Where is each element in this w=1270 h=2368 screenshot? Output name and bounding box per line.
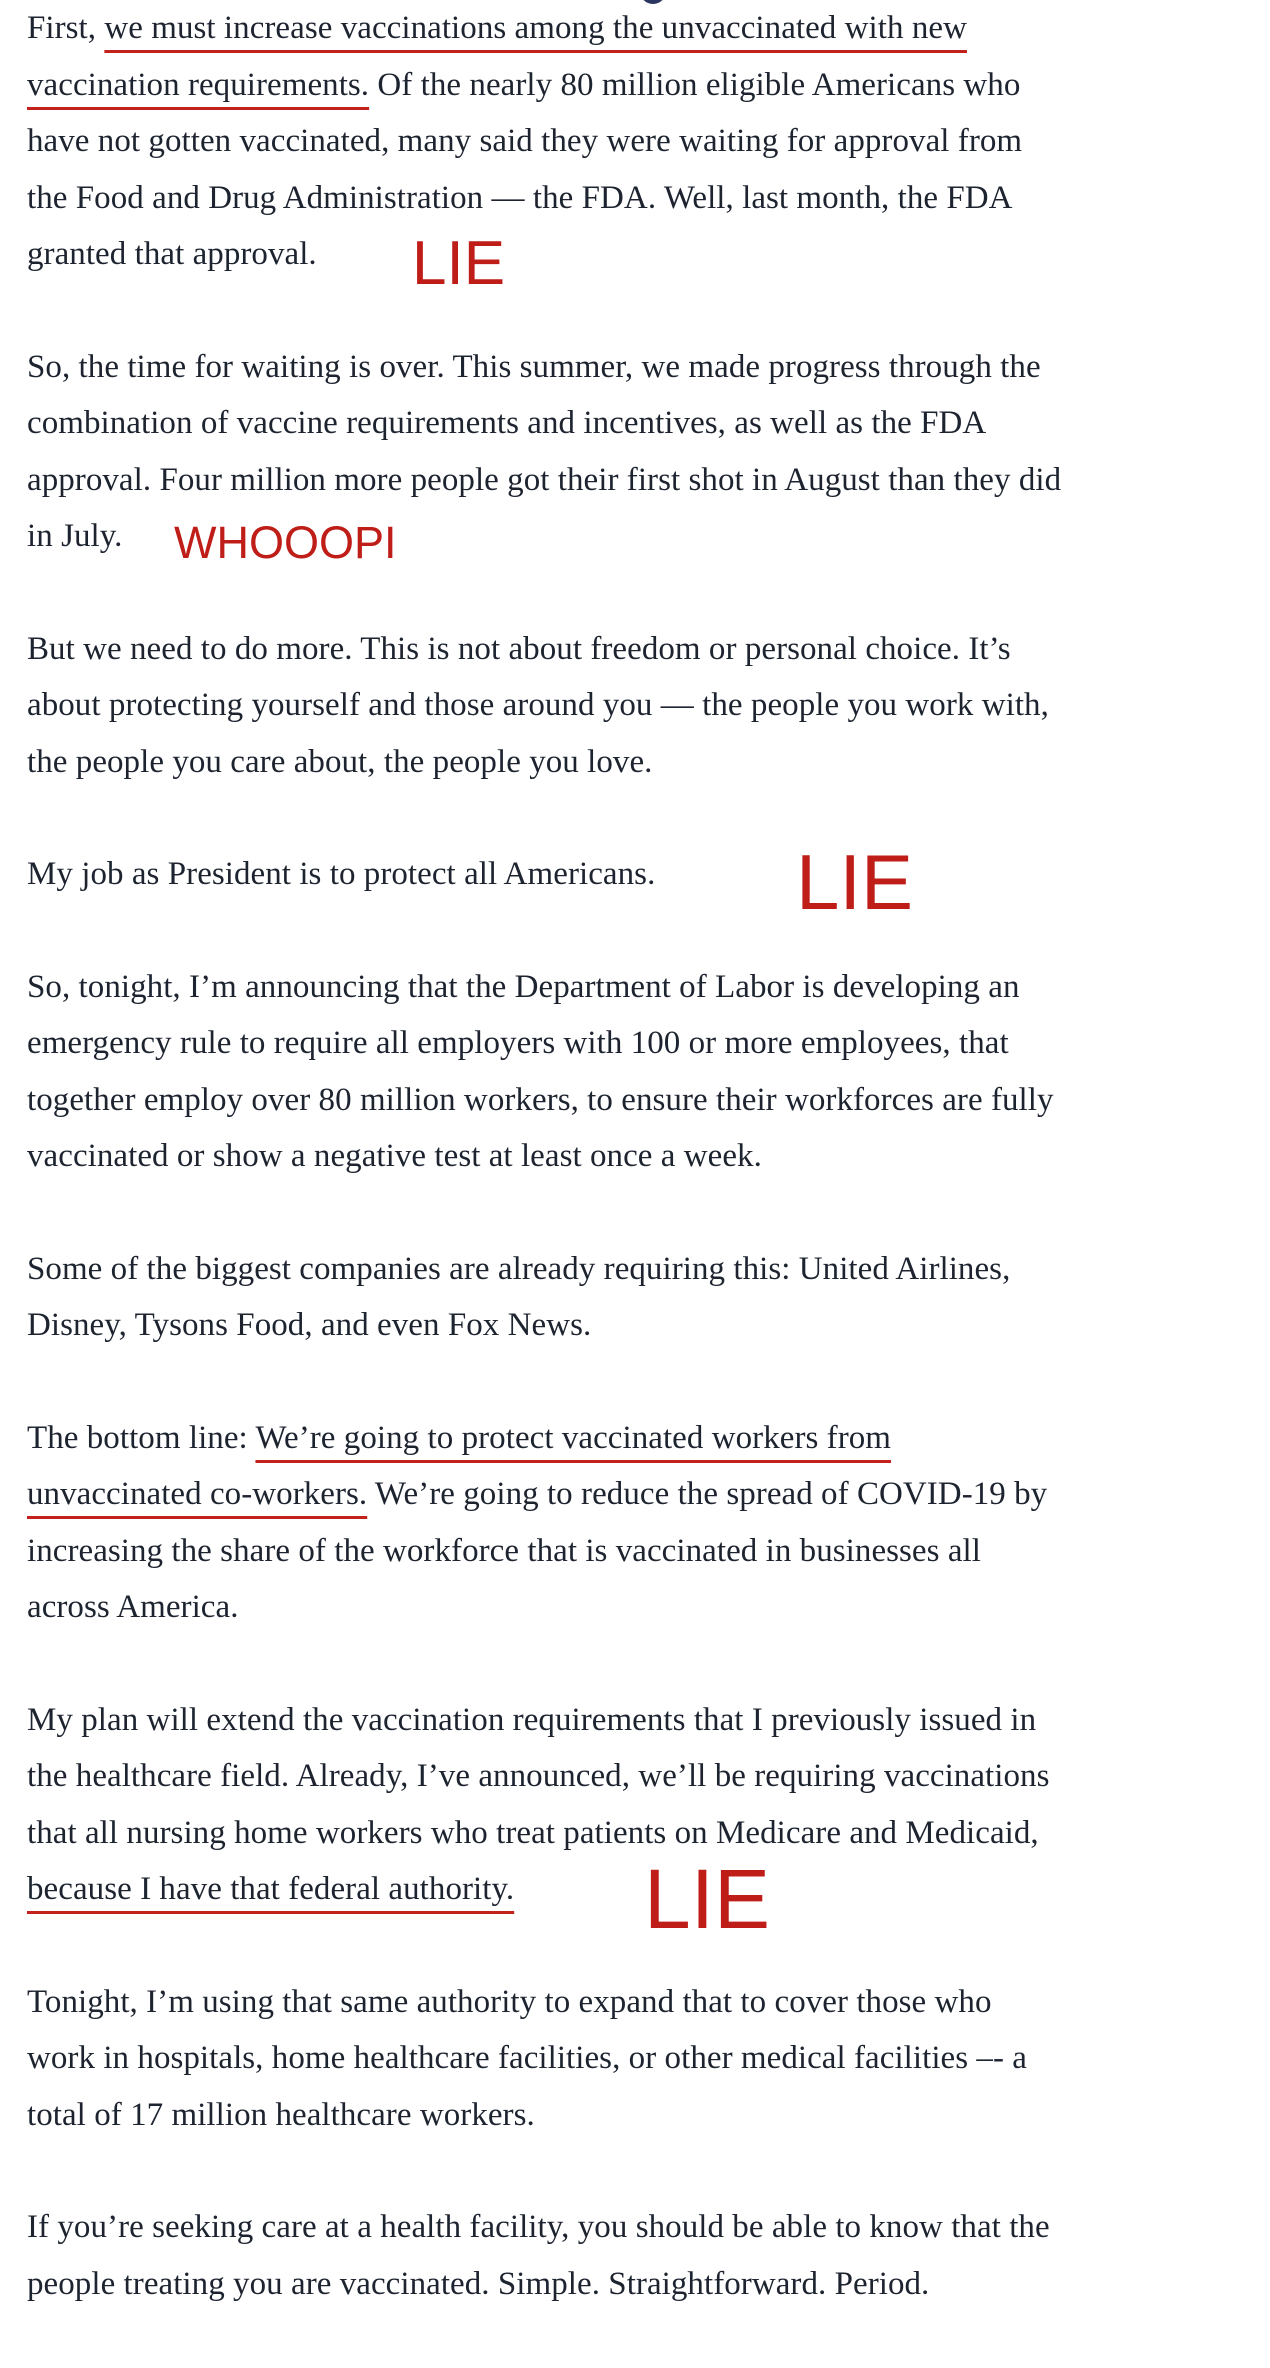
underlined-phrase: because I have that federal authority. bbox=[27, 1871, 515, 1907]
paragraph-4 bbox=[27, 846, 1270, 903]
paragraph-3 bbox=[27, 621, 1270, 791]
text-run: Of the nearly 80 million eligible Americans who bbox=[369, 66, 1021, 103]
text-run: vaccinated or show a negative test at least once a week. bbox=[27, 1138, 762, 1174]
annotation-lie-3: LIE bbox=[644, 1852, 771, 1946]
text-run: together employ over 80 million workers, to ensure their workforces are fully bbox=[27, 1081, 1054, 1118]
paragraph-9 bbox=[27, 1974, 1270, 2144]
text-run: So, the time for waiting is over. This summer, we made progress through the bbox=[27, 348, 1041, 385]
text-run: Some of the biggest companies are already requiring this: United Airlines, bbox=[27, 1250, 1011, 1287]
annotation-lie-2: LIE bbox=[796, 838, 914, 926]
text-run: about protecting yourself and those around you — the people you work with, bbox=[27, 687, 1049, 723]
underlined-phrase: we must increase vaccinations among the unvaccinated with new bbox=[104, 10, 967, 46]
paragraph-10 bbox=[27, 2199, 1270, 2312]
paragraph-7 bbox=[27, 1410, 1270, 1636]
annotation-whooopi: WHOOOPI bbox=[174, 517, 397, 568]
underlined-phrase: vaccination requirements. bbox=[27, 66, 370, 103]
text-run: the Food and Drug Administration — the FDA. Well, last month, the FDA bbox=[27, 179, 1013, 216]
text-run: First, bbox=[27, 10, 105, 46]
text-run: granted that approval. bbox=[27, 236, 317, 272]
text-run: in July. bbox=[27, 518, 123, 554]
paragraph-1 bbox=[27, 0, 1270, 283]
text-run: people treating you are vaccinated. Simple. Straightforward. Period. bbox=[27, 2265, 930, 2302]
text-run: Disney, Tysons Food, and even Fox News. bbox=[27, 1307, 592, 1343]
text-run: emergency rule to require all employers with 100 or more employees, that bbox=[27, 1025, 1009, 1061]
text-run: combination of vaccine requirements and incentives, as well as the FDA bbox=[27, 405, 987, 441]
speech-transcript bbox=[27, 0, 1270, 2368]
text-run: So, tonight, I’m announcing that the Department of Labor is developing an bbox=[27, 968, 1020, 1005]
text-run: Tonight, I’m using that same authority to expand that to cover those who bbox=[27, 1983, 992, 2020]
text-run: that all nursing home workers who treat patients on Medicare and Medicaid, bbox=[27, 1814, 1039, 1851]
text-run: But we need to do more. This is not about freedom or personal choice. It’s bbox=[27, 630, 1011, 667]
paragraph-5 bbox=[27, 959, 1270, 1185]
text-run: total of 17 million healthcare workers. bbox=[27, 2096, 535, 2133]
underlined-phrase: We’re going to protect vaccinated workers from bbox=[255, 1419, 892, 1456]
text-run: We’re going to reduce the spread of COVID-19 by bbox=[367, 1476, 1048, 1512]
text-run: The bottom line: bbox=[27, 1419, 256, 1456]
text-run: If you’re seeking care at a health facility, you should be able to know that the bbox=[27, 2209, 1050, 2245]
text-run: increasing the share of the workforce that is vaccinated in businesses all bbox=[27, 1532, 981, 1569]
text-run: work in hospitals, home healthcare facilities, or other medical facilities –- a bbox=[27, 2040, 1028, 2076]
text-run: My job as President is to protect all Americans. bbox=[27, 856, 656, 892]
paragraph-6 bbox=[27, 1241, 1270, 1354]
annotation-lie-1: LIE bbox=[412, 229, 506, 298]
text-run: My plan will extend the vaccination requirements that I previously issued in bbox=[27, 1701, 1037, 1738]
text-run: across America. bbox=[27, 1589, 239, 1625]
underlined-phrase: unvaccinated co-workers. bbox=[27, 1476, 368, 1512]
text-run: the healthcare field. Already, I’ve announced, we’ll be requiring vaccinations bbox=[27, 1758, 1050, 1794]
text-run: approval. Four million more people got their first shot in August than they did bbox=[27, 461, 1062, 498]
text-run: have not gotten vaccinated, many said they were waiting for approval from bbox=[27, 123, 1023, 159]
text-run: the people you care about, the people you love. bbox=[27, 743, 653, 780]
